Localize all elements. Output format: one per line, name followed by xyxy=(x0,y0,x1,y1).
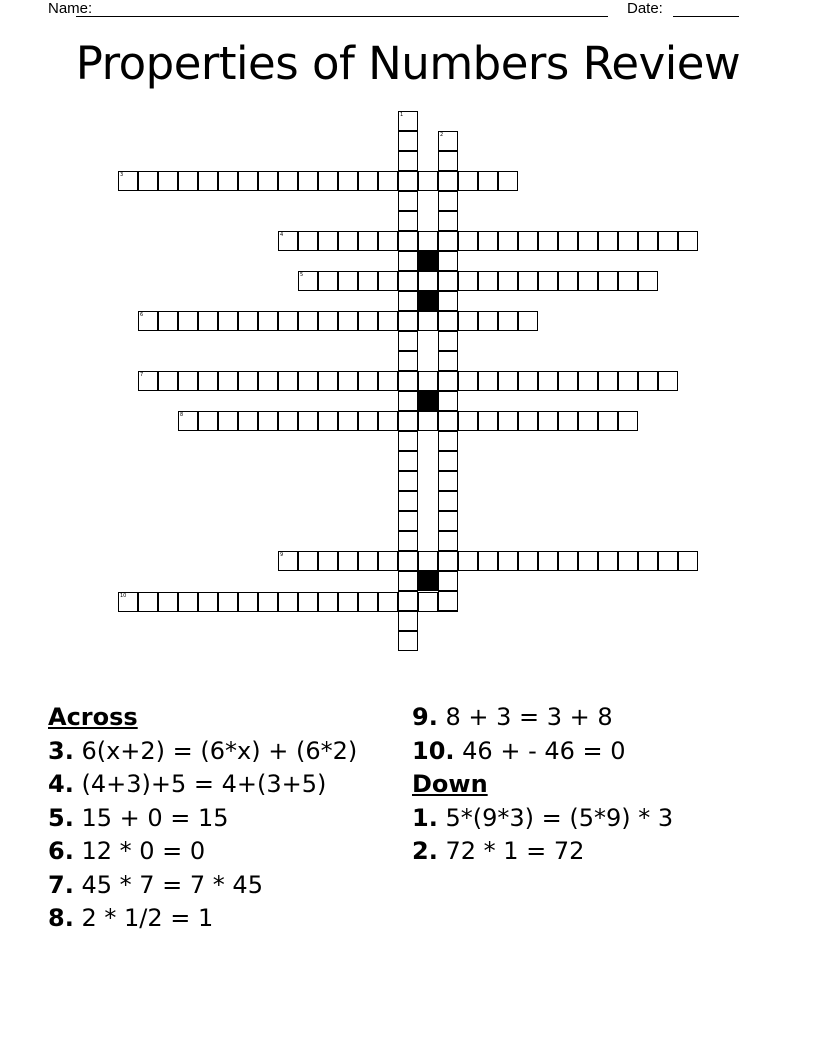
grid-cell[interactable] xyxy=(398,311,418,331)
grid-cell[interactable] xyxy=(478,311,498,331)
grid-cell[interactable] xyxy=(518,271,538,291)
grid-cell[interactable] xyxy=(458,551,478,571)
clue-text: 2 * 1/2 = 1 xyxy=(81,904,214,932)
cell-number: 4 xyxy=(280,232,284,238)
grid-cell[interactable] xyxy=(638,551,658,571)
grid-cell[interactable] xyxy=(498,371,518,391)
grid-cell[interactable] xyxy=(318,371,338,391)
grid-cell[interactable] xyxy=(138,311,158,331)
grid-cell[interactable] xyxy=(578,371,598,391)
grid-cell[interactable] xyxy=(258,411,278,431)
clue-number: 2. xyxy=(412,837,438,865)
clue-text: 72 * 1 = 72 xyxy=(445,837,585,865)
grid-cell[interactable] xyxy=(638,271,658,291)
grid-cell[interactable] xyxy=(418,231,438,251)
grid-cell[interactable] xyxy=(338,311,358,331)
grid-cell[interactable] xyxy=(538,371,558,391)
grid-cell[interactable] xyxy=(438,531,458,551)
grid-cell[interactable] xyxy=(298,311,318,331)
grid-cell[interactable] xyxy=(398,291,418,311)
grid-cell[interactable] xyxy=(378,311,398,331)
grid-cell[interactable] xyxy=(598,271,618,291)
grid-cell[interactable] xyxy=(678,551,698,571)
grid-cell[interactable] xyxy=(398,191,418,211)
grid-cell[interactable] xyxy=(238,411,258,431)
grid-cell[interactable] xyxy=(398,371,418,391)
grid-cell[interactable] xyxy=(438,191,458,211)
grid-cell[interactable] xyxy=(318,271,338,291)
grid-cell[interactable] xyxy=(498,311,518,331)
cell-number: 7 xyxy=(140,372,144,378)
grid-cell[interactable] xyxy=(118,171,138,191)
grid-cell[interactable] xyxy=(158,592,178,612)
grid-cell[interactable] xyxy=(438,451,458,471)
grid-cell[interactable] xyxy=(438,231,458,251)
grid-cell[interactable] xyxy=(138,592,158,612)
clue-down-1 xyxy=(412,802,673,836)
grid-cell[interactable] xyxy=(158,171,178,191)
grid-cell[interactable] xyxy=(298,271,318,291)
grid-cell[interactable] xyxy=(258,592,278,612)
clue-number: 1. xyxy=(412,803,438,832)
grid-cell[interactable] xyxy=(158,371,178,391)
clue-number: 5. xyxy=(48,803,74,832)
clue-text: 46 + - 46 = 0 xyxy=(462,736,626,765)
grid-cell[interactable] xyxy=(218,311,238,331)
grid-cell[interactable] xyxy=(558,551,578,571)
grid-cell[interactable] xyxy=(478,171,498,191)
grid-cell[interactable] xyxy=(178,371,198,391)
clue-number: 6. xyxy=(48,837,74,865)
grid-cell[interactable] xyxy=(338,371,358,391)
clue-across-7 xyxy=(48,869,357,903)
grid-cell[interactable] xyxy=(358,171,378,191)
page-title: Properties of Numbers Review xyxy=(75,37,741,90)
grid-cell[interactable] xyxy=(318,171,338,191)
grid-cell[interactable] xyxy=(678,231,698,251)
grid-cell[interactable] xyxy=(498,411,518,431)
grid-cell[interactable] xyxy=(518,311,538,331)
grid-cell[interactable] xyxy=(278,171,298,191)
grid-cell[interactable] xyxy=(438,551,458,571)
grid-cell[interactable] xyxy=(178,311,198,331)
cell-number: 9 xyxy=(280,552,284,558)
grid-cell[interactable] xyxy=(338,171,358,191)
grid-cell[interactable] xyxy=(438,411,458,431)
grid-cell[interactable] xyxy=(498,551,518,571)
grid-cell[interactable] xyxy=(418,371,438,391)
grid-cell[interactable] xyxy=(438,291,458,311)
grid-cell[interactable] xyxy=(458,271,478,291)
grid-cell[interactable] xyxy=(398,111,418,131)
grid-cell[interactable] xyxy=(298,231,318,251)
grid-cell[interactable] xyxy=(618,231,638,251)
black-square xyxy=(418,251,438,271)
clue-across-6 xyxy=(48,835,357,869)
grid-cell[interactable] xyxy=(598,231,618,251)
grid-cell[interactable] xyxy=(398,211,418,231)
grid-cell[interactable] xyxy=(658,551,678,571)
grid-cell[interactable] xyxy=(298,411,318,431)
grid-cell[interactable] xyxy=(158,311,178,331)
grid-cell[interactable] xyxy=(398,271,418,291)
grid-cell[interactable] xyxy=(478,371,498,391)
grid-cell[interactable] xyxy=(378,411,398,431)
black-square xyxy=(418,391,438,411)
grid-cell[interactable] xyxy=(398,471,418,491)
grid-cell[interactable] xyxy=(398,171,418,191)
grid-cell[interactable] xyxy=(118,592,138,612)
cell-number: 6 xyxy=(140,312,144,318)
grid-cell[interactable] xyxy=(558,411,578,431)
grid-cell[interactable] xyxy=(398,331,418,351)
grid-cell[interactable] xyxy=(398,431,418,451)
clue-text: 8 + 3 = 3 + 8 xyxy=(445,703,613,731)
grid-cell[interactable] xyxy=(578,231,598,251)
grid-cell[interactable] xyxy=(138,171,158,191)
clue-number: 8. xyxy=(48,904,74,932)
grid-cell[interactable] xyxy=(198,371,218,391)
grid-cell[interactable] xyxy=(358,311,378,331)
name-label: Name: xyxy=(48,0,93,17)
grid-cell[interactable] xyxy=(638,371,658,391)
grid-cell[interactable] xyxy=(278,551,298,571)
grid-cell[interactable] xyxy=(478,551,498,571)
grid-cell[interactable] xyxy=(378,551,398,571)
grid-cell[interactable] xyxy=(438,391,458,411)
grid-cell[interactable] xyxy=(538,551,558,571)
grid-cell[interactable] xyxy=(458,411,478,431)
grid-cell[interactable] xyxy=(358,371,378,391)
grid-cell[interactable] xyxy=(598,411,618,431)
clue-across-8 xyxy=(48,902,357,936)
grid-cell[interactable] xyxy=(658,231,678,251)
grid-cell[interactable] xyxy=(438,251,458,271)
grid-cell[interactable] xyxy=(298,592,318,612)
grid-cell[interactable] xyxy=(578,551,598,571)
grid-cell[interactable] xyxy=(458,371,478,391)
grid-cell[interactable] xyxy=(378,171,398,191)
grid-cell[interactable] xyxy=(398,531,418,551)
grid-cell[interactable] xyxy=(318,411,338,431)
grid-cell[interactable] xyxy=(338,551,358,571)
clue-text: 15 + 0 = 15 xyxy=(81,803,229,832)
grid-cell[interactable] xyxy=(418,171,438,191)
grid-cell[interactable] xyxy=(398,491,418,511)
grid-cell[interactable] xyxy=(398,151,418,171)
grid-cell[interactable] xyxy=(358,411,378,431)
grid-cell[interactable] xyxy=(578,271,598,291)
grid-cell[interactable] xyxy=(438,591,458,611)
grid-cell[interactable] xyxy=(218,371,238,391)
clue-text: 5*(9*3) = (5*9) * 3 xyxy=(445,803,674,832)
grid-cell[interactable] xyxy=(338,231,358,251)
grid-cell[interactable] xyxy=(438,311,458,331)
grid-cell[interactable] xyxy=(178,171,198,191)
grid-cell[interactable] xyxy=(418,311,438,331)
grid-cell[interactable] xyxy=(438,471,458,491)
black-square xyxy=(418,571,438,591)
grid-cell[interactable] xyxy=(278,311,298,331)
grid-cell[interactable] xyxy=(278,592,298,612)
grid-cell[interactable] xyxy=(398,451,418,471)
grid-cell[interactable] xyxy=(618,551,638,571)
grid-cell[interactable] xyxy=(498,231,518,251)
grid-cell[interactable] xyxy=(618,371,638,391)
grid-cell[interactable] xyxy=(238,592,258,612)
grid-cell[interactable] xyxy=(338,592,358,612)
grid-cell[interactable] xyxy=(198,411,218,431)
grid-cell[interactable] xyxy=(518,371,538,391)
grid-cell[interactable] xyxy=(138,371,158,391)
grid-cell[interactable] xyxy=(218,171,238,191)
clue-number: 9. xyxy=(412,703,438,731)
grid-cell[interactable] xyxy=(398,591,418,611)
grid-cell[interactable] xyxy=(378,231,398,251)
grid-cell[interactable] xyxy=(198,311,218,331)
grid-cell[interactable] xyxy=(598,371,618,391)
grid-cell[interactable] xyxy=(638,231,658,251)
clue-down-2 xyxy=(412,835,673,869)
grid-cell[interactable] xyxy=(438,331,458,351)
grid-cell[interactable] xyxy=(298,371,318,391)
grid-cell[interactable] xyxy=(358,271,378,291)
grid-cell[interactable] xyxy=(458,231,478,251)
grid-cell[interactable] xyxy=(378,271,398,291)
grid-cell[interactable] xyxy=(518,231,538,251)
clue-across-4 xyxy=(48,768,357,802)
grid-cell[interactable] xyxy=(298,171,318,191)
down-heading: Down xyxy=(412,770,488,798)
grid-cell[interactable] xyxy=(418,271,438,291)
grid-cell[interactable] xyxy=(418,411,438,431)
grid-cell[interactable] xyxy=(178,411,198,431)
grid-cell[interactable] xyxy=(358,551,378,571)
grid-cell[interactable] xyxy=(438,431,458,451)
grid-cell[interactable] xyxy=(258,371,278,391)
cell-number: 10 xyxy=(120,593,127,599)
grid-cell[interactable] xyxy=(558,231,578,251)
clue-number: 3. xyxy=(48,736,74,765)
date-label: Date: xyxy=(627,0,663,17)
grid-cell[interactable] xyxy=(478,411,498,431)
grid-cell[interactable] xyxy=(538,231,558,251)
grid-cell[interactable] xyxy=(398,551,418,571)
clue-across-9 xyxy=(412,701,673,735)
grid-cell[interactable] xyxy=(438,371,458,391)
grid-cell[interactable] xyxy=(538,271,558,291)
grid-cell[interactable] xyxy=(378,592,398,612)
grid-cell[interactable] xyxy=(278,411,298,431)
black-square xyxy=(418,291,438,311)
grid-cell[interactable] xyxy=(338,411,358,431)
grid-cell[interactable] xyxy=(238,171,258,191)
clue-text: 45 * 7 = 7 * 45 xyxy=(81,870,263,899)
clue-text: 12 * 0 = 0 xyxy=(81,837,206,865)
grid-cell[interactable] xyxy=(438,131,458,151)
grid-cell[interactable] xyxy=(358,231,378,251)
grid-cell[interactable] xyxy=(438,491,458,511)
grid-cell[interactable] xyxy=(398,611,418,631)
cell-number: 5 xyxy=(300,272,304,278)
clue-number: 4. xyxy=(48,770,74,798)
grid-cell[interactable] xyxy=(378,371,398,391)
clue-across-10 xyxy=(412,735,673,769)
clue-across-3 xyxy=(48,735,357,769)
grid-cell[interactable] xyxy=(398,231,418,251)
grid-cell[interactable] xyxy=(458,311,478,331)
grid-cell[interactable] xyxy=(398,351,418,371)
clue-text: 6(x+2) = (6*x) + (6*2) xyxy=(81,736,358,765)
grid-cell[interactable] xyxy=(298,551,318,571)
grid-cell[interactable] xyxy=(258,171,278,191)
grid-cell[interactable] xyxy=(338,271,358,291)
grid-cell[interactable] xyxy=(438,271,458,291)
clue-number: 10. xyxy=(412,736,455,765)
grid-cell[interactable] xyxy=(258,311,278,331)
grid-cell[interactable] xyxy=(358,592,378,612)
grid-cell[interactable] xyxy=(318,551,338,571)
grid-cell[interactable] xyxy=(478,271,498,291)
grid-cell[interactable] xyxy=(498,271,518,291)
clue-across-5 xyxy=(48,802,357,836)
grid-cell[interactable] xyxy=(438,511,458,531)
cell-number: 3 xyxy=(120,172,124,178)
cell-number: 8 xyxy=(180,412,184,418)
cell-number: 1 xyxy=(400,112,404,118)
clue-number: 7. xyxy=(48,870,74,899)
grid-cell[interactable] xyxy=(478,231,498,251)
grid-cell[interactable] xyxy=(518,551,538,571)
grid-cell[interactable] xyxy=(398,511,418,531)
grid-cell[interactable] xyxy=(438,151,458,171)
grid-cell[interactable] xyxy=(398,131,418,151)
grid-cell[interactable] xyxy=(318,311,338,331)
grid-cell[interactable] xyxy=(398,391,418,411)
cell-number: 2 xyxy=(440,132,444,138)
grid-cell[interactable] xyxy=(418,592,438,612)
grid-cell[interactable] xyxy=(318,592,338,612)
grid-cell[interactable] xyxy=(558,371,578,391)
clues-right-column xyxy=(412,701,673,869)
grid-cell[interactable] xyxy=(518,411,538,431)
grid-cell[interactable] xyxy=(438,171,458,191)
grid-cell[interactable] xyxy=(598,551,618,571)
grid-cell[interactable] xyxy=(218,411,238,431)
grid-cell[interactable] xyxy=(398,251,418,271)
grid-cell[interactable] xyxy=(418,551,438,571)
grid-cell[interactable] xyxy=(398,631,418,651)
grid-cell[interactable] xyxy=(618,411,638,431)
grid-cell[interactable] xyxy=(198,592,218,612)
clues-left-column xyxy=(48,701,357,936)
grid-cell[interactable] xyxy=(498,171,518,191)
clue-text: (4+3)+5 = 4+(3+5) xyxy=(81,770,327,798)
grid-cell[interactable] xyxy=(218,592,238,612)
grid-cell[interactable] xyxy=(238,311,258,331)
grid-cell[interactable] xyxy=(658,371,678,391)
grid-cell[interactable] xyxy=(278,231,298,251)
grid-cell[interactable] xyxy=(198,171,218,191)
grid-cell[interactable] xyxy=(278,371,298,391)
grid-cell[interactable] xyxy=(178,592,198,612)
across-heading: Across xyxy=(48,703,138,731)
grid-cell[interactable] xyxy=(398,571,418,591)
grid-cell[interactable] xyxy=(238,371,258,391)
grid-cell[interactable] xyxy=(578,411,598,431)
grid-cell[interactable] xyxy=(458,171,478,191)
grid-cell[interactable] xyxy=(438,211,458,231)
grid-cell[interactable] xyxy=(438,351,458,371)
grid-cell[interactable] xyxy=(538,411,558,431)
grid-cell[interactable] xyxy=(558,271,578,291)
grid-cell[interactable] xyxy=(318,231,338,251)
grid-cell[interactable] xyxy=(438,571,458,591)
grid-cell[interactable] xyxy=(618,271,638,291)
grid-cell[interactable] xyxy=(398,411,418,431)
